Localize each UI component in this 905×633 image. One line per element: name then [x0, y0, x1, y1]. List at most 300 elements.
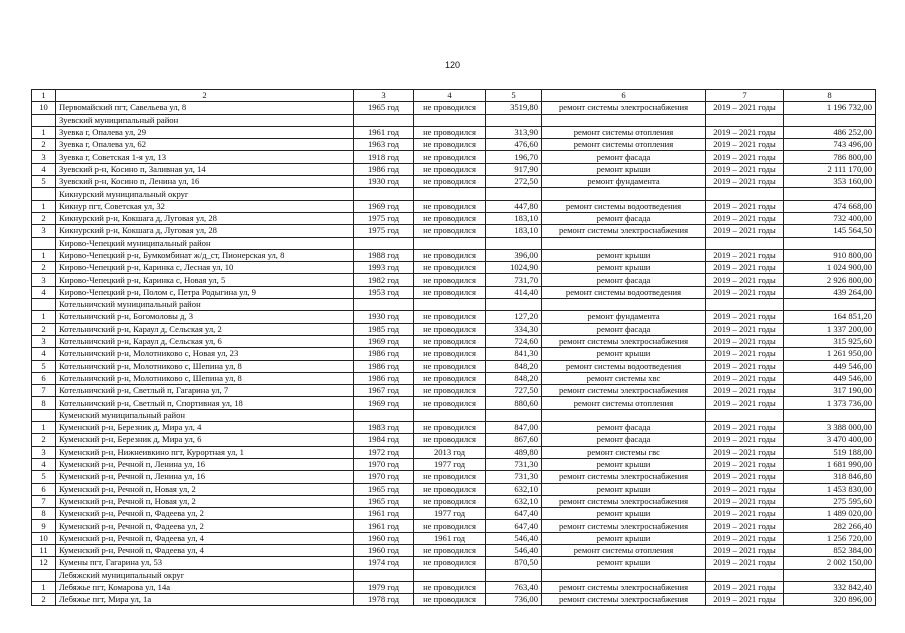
- row-number: 2: [32, 262, 56, 274]
- table-row: [32, 311, 876, 323]
- district-header-blank: [486, 409, 542, 421]
- cost-cell: 1 681 990,00: [784, 458, 876, 470]
- address-cell: Первомайский пгт, Савельева ул, 8: [56, 102, 354, 114]
- work-type-cell: ремонт системы водоотведения: [542, 360, 706, 372]
- last-overhaul-cell: не проводился: [414, 163, 486, 175]
- table-row: [32, 434, 876, 446]
- last-overhaul-cell: не проводился: [414, 176, 486, 188]
- year-built-cell: 1965 год: [354, 483, 414, 495]
- last-overhaul-cell: не проводился: [414, 274, 486, 286]
- address-cell: Куменский р-н, Речной п, Ленина ул, 16: [56, 471, 354, 483]
- year-built-cell: 1969 год: [354, 335, 414, 347]
- table-row: [32, 520, 876, 532]
- period-cell: 2019 – 2021 годы: [706, 335, 784, 347]
- table-row: [32, 458, 876, 470]
- area-cell: 647,40: [486, 520, 542, 532]
- last-overhaul-cell: не проводился: [414, 126, 486, 138]
- district-header-blank: [414, 299, 486, 311]
- column-number: 8: [784, 90, 876, 102]
- column-number: 2: [56, 90, 354, 102]
- address-cell: Куменский р-н, Березник д, Мира ул, 4: [56, 422, 354, 434]
- work-type-cell: ремонт системы электроснабжения: [542, 385, 706, 397]
- row-number: 4: [32, 286, 56, 298]
- last-overhaul-cell: не проводился: [414, 200, 486, 212]
- year-built-cell: 1930 год: [354, 176, 414, 188]
- cost-cell: 1 261 950,00: [784, 348, 876, 360]
- period-cell: 2019 – 2021 годы: [706, 458, 784, 470]
- row-number: 3: [32, 335, 56, 347]
- row-number: 1: [32, 311, 56, 323]
- year-built-cell: 1969 год: [354, 200, 414, 212]
- year-built-cell: 1988 год: [354, 249, 414, 261]
- address-cell: Котельничский р-н, Караул д, Сельская ул, 6: [56, 335, 354, 347]
- table-row: [32, 126, 876, 138]
- cost-cell: 449 546,00: [784, 360, 876, 372]
- year-built-cell: 1986 год: [354, 360, 414, 372]
- district-header-blank: [32, 188, 56, 200]
- table-row: [32, 176, 876, 188]
- table-row: [32, 581, 876, 593]
- table-row: [32, 262, 876, 274]
- work-type-cell: ремонт системы водоотведения: [542, 286, 706, 298]
- cost-cell: 3 470 400,00: [784, 434, 876, 446]
- district-header-row: [32, 188, 876, 200]
- district-header-blank: [542, 409, 706, 421]
- area-cell: 917,90: [486, 163, 542, 175]
- row-number: 3: [32, 225, 56, 237]
- district-header-blank: [354, 237, 414, 249]
- last-overhaul-cell: не проводился: [414, 483, 486, 495]
- cost-cell: 732 400,00: [784, 212, 876, 224]
- district-header-blank: [784, 569, 876, 581]
- row-number: 9: [32, 520, 56, 532]
- area-cell: 414,40: [486, 286, 542, 298]
- row-number: 7: [32, 495, 56, 507]
- row-number: 1: [32, 126, 56, 138]
- row-number: 10: [32, 102, 56, 114]
- table-row: [32, 544, 876, 556]
- work-type-cell: ремонт фундамента: [542, 311, 706, 323]
- district-header-blank: [784, 188, 876, 200]
- cost-cell: 317 190,00: [784, 385, 876, 397]
- last-overhaul-cell: не проводился: [414, 286, 486, 298]
- address-cell: Куменский р-н, Речной п, Фадеева ул, 2: [56, 520, 354, 532]
- row-number: 7: [32, 385, 56, 397]
- row-number: 8: [32, 397, 56, 409]
- address-cell: Куменский р-н, Речной п, Фадеева ул, 4: [56, 544, 354, 556]
- area-cell: 183,10: [486, 225, 542, 237]
- district-header-blank: [32, 569, 56, 581]
- work-type-cell: ремонт крыши: [542, 249, 706, 261]
- table-row: [32, 139, 876, 151]
- period-cell: 2019 – 2021 годы: [706, 446, 784, 458]
- period-cell: 2019 – 2021 годы: [706, 483, 784, 495]
- row-number: 5: [32, 471, 56, 483]
- period-cell: 2019 – 2021 годы: [706, 520, 784, 532]
- area-cell: 841,30: [486, 348, 542, 360]
- last-overhaul-cell: не проводился: [414, 422, 486, 434]
- last-overhaul-cell: 2013 год: [414, 446, 486, 458]
- area-cell: 647,40: [486, 508, 542, 520]
- column-number-row: [32, 90, 876, 102]
- district-header-blank: [542, 114, 706, 126]
- year-built-cell: 1993 год: [354, 262, 414, 274]
- area-cell: 727,50: [486, 385, 542, 397]
- period-cell: 2019 – 2021 годы: [706, 372, 784, 384]
- address-cell: Кикнур пгт, Советская ул, 32: [56, 200, 354, 212]
- table-row: [32, 323, 876, 335]
- period-cell: 2019 – 2021 годы: [706, 422, 784, 434]
- year-built-cell: 1986 год: [354, 163, 414, 175]
- last-overhaul-cell: 1977 год: [414, 508, 486, 520]
- cost-cell: 332 842,40: [784, 581, 876, 593]
- address-cell: Куменский р-н, Речной п, Ленина ул, 16: [56, 458, 354, 470]
- year-built-cell: 1969 год: [354, 397, 414, 409]
- year-built-cell: 1967 год: [354, 385, 414, 397]
- row-number: 6: [32, 372, 56, 384]
- cost-cell: 353 160,00: [784, 176, 876, 188]
- year-built-cell: 1972 год: [354, 446, 414, 458]
- cost-cell: 743 496,00: [784, 139, 876, 151]
- work-type-cell: ремонт системы электроснабжения: [542, 102, 706, 114]
- last-overhaul-cell: не проводился: [414, 581, 486, 593]
- cost-cell: 315 925,60: [784, 335, 876, 347]
- cost-cell: 275 595,60: [784, 495, 876, 507]
- table-row: [32, 483, 876, 495]
- address-cell: Куменский р-н, Нижнеивкино пгт, Курортная ул, 1: [56, 446, 354, 458]
- year-built-cell: 1963 год: [354, 139, 414, 151]
- address-cell: Кирово-Чепецкий р-н, Бумкомбинат ж/д_ст, Пионерская ул, 8: [56, 249, 354, 261]
- work-type-cell: ремонт фасада: [542, 422, 706, 434]
- work-type-cell: ремонт фасада: [542, 434, 706, 446]
- table-row: [32, 372, 876, 384]
- period-cell: 2019 – 2021 годы: [706, 348, 784, 360]
- district-header-blank: [706, 409, 784, 421]
- area-cell: 489,80: [486, 446, 542, 458]
- year-built-cell: 1975 год: [354, 212, 414, 224]
- area-cell: 736,00: [486, 594, 542, 606]
- district-header-blank: [354, 299, 414, 311]
- district-name: Куменский муниципальный район: [56, 409, 354, 421]
- period-cell: 2019 – 2021 годы: [706, 557, 784, 569]
- area-cell: 196,70: [486, 151, 542, 163]
- column-number: 4: [414, 90, 486, 102]
- address-cell: Лебяжье пгт, Комарова ул, 14а: [56, 581, 354, 593]
- row-number: 5: [32, 360, 56, 372]
- last-overhaul-cell: не проводился: [414, 495, 486, 507]
- work-type-cell: ремонт фасада: [542, 151, 706, 163]
- area-cell: 724,60: [486, 335, 542, 347]
- row-number: 1: [32, 422, 56, 434]
- last-overhaul-cell: не проводился: [414, 348, 486, 360]
- address-cell: Зуевка г, Опалева ул, 62: [56, 139, 354, 151]
- address-cell: Лебяжье пгт, Мира ул, 1а: [56, 594, 354, 606]
- last-overhaul-cell: не проводился: [414, 360, 486, 372]
- last-overhaul-cell: не проводился: [414, 594, 486, 606]
- district-header-blank: [486, 188, 542, 200]
- work-type-cell: ремонт фасада: [542, 323, 706, 335]
- table-row: [32, 249, 876, 261]
- district-header-blank: [784, 409, 876, 421]
- district-header-blank: [354, 114, 414, 126]
- row-number: 6: [32, 483, 56, 495]
- row-number: 5: [32, 176, 56, 188]
- table-row: [32, 163, 876, 175]
- last-overhaul-cell: не проводился: [414, 311, 486, 323]
- period-cell: 2019 – 2021 годы: [706, 323, 784, 335]
- year-built-cell: 1978 год: [354, 594, 414, 606]
- period-cell: 2019 – 2021 годы: [706, 286, 784, 298]
- last-overhaul-cell: не проводился: [414, 372, 486, 384]
- area-cell: 848,20: [486, 372, 542, 384]
- address-cell: Куменский р-н, Речной п, Фадеева ул, 2: [56, 508, 354, 520]
- row-number: 1: [32, 200, 56, 212]
- period-cell: 2019 – 2021 годы: [706, 212, 784, 224]
- table-row: [32, 557, 876, 569]
- period-cell: 2019 – 2021 годы: [706, 594, 784, 606]
- period-cell: 2019 – 2021 годы: [706, 495, 784, 507]
- cost-cell: 318 846,80: [784, 471, 876, 483]
- address-cell: Зуевка г, Советская 1-я ул, 13: [56, 151, 354, 163]
- district-name: Кикнурский муниципальный округ: [56, 188, 354, 200]
- cost-cell: 474 668,00: [784, 200, 876, 212]
- table-row: [32, 286, 876, 298]
- period-cell: 2019 – 2021 годы: [706, 126, 784, 138]
- last-overhaul-cell: не проводился: [414, 249, 486, 261]
- table-row: [32, 446, 876, 458]
- work-type-cell: ремонт крыши: [542, 483, 706, 495]
- last-overhaul-cell: 1961 год: [414, 532, 486, 544]
- cost-cell: 2 111 170,00: [784, 163, 876, 175]
- table-row: [32, 471, 876, 483]
- district-header-row: [32, 237, 876, 249]
- year-built-cell: 1982 год: [354, 274, 414, 286]
- area-cell: 847,00: [486, 422, 542, 434]
- last-overhaul-cell: не проводился: [414, 323, 486, 335]
- row-number: 2: [32, 323, 56, 335]
- address-cell: Котельничский р-н, Молотниково с, Шепина ул, 8: [56, 360, 354, 372]
- year-built-cell: 1985 год: [354, 323, 414, 335]
- address-cell: Куменский р-н, Речной п, Новая ул, 2: [56, 483, 354, 495]
- table-row: [32, 385, 876, 397]
- table-row: [32, 348, 876, 360]
- row-number: 8: [32, 508, 56, 520]
- last-overhaul-cell: не проводился: [414, 557, 486, 569]
- district-header-blank: [354, 188, 414, 200]
- period-cell: 2019 – 2021 годы: [706, 274, 784, 286]
- cost-cell: 910 800,00: [784, 249, 876, 261]
- area-cell: 3519,80: [486, 102, 542, 114]
- year-built-cell: 1961 год: [354, 508, 414, 520]
- year-built-cell: 1975 год: [354, 225, 414, 237]
- district-name: Кирово-Чепецкий муниципальный район: [56, 237, 354, 249]
- cost-cell: 2 926 800,00: [784, 274, 876, 286]
- period-cell: 2019 – 2021 годы: [706, 434, 784, 446]
- district-header-row: [32, 569, 876, 581]
- cost-cell: 1 489 020,00: [784, 508, 876, 520]
- area-cell: 880,60: [486, 397, 542, 409]
- area-cell: 313,90: [486, 126, 542, 138]
- area-cell: 632,10: [486, 483, 542, 495]
- address-cell: Котельничский р-н, Караул д, Сельская ул, 2: [56, 323, 354, 335]
- period-cell: 2019 – 2021 годы: [706, 200, 784, 212]
- cost-cell: 519 188,00: [784, 446, 876, 458]
- address-cell: Кикнурский р-н, Кокшага д, Луговая ул, 28: [56, 212, 354, 224]
- period-cell: 2019 – 2021 годы: [706, 139, 784, 151]
- row-number: 11: [32, 544, 56, 556]
- district-header-blank: [706, 569, 784, 581]
- address-cell: Котельничский р-н, Богомоловы д, 3: [56, 311, 354, 323]
- repair-program-table: [31, 89, 876, 606]
- district-header-blank: [706, 188, 784, 200]
- area-cell: 127,20: [486, 311, 542, 323]
- row-number: 4: [32, 163, 56, 175]
- area-cell: 334,30: [486, 323, 542, 335]
- area-cell: 848,20: [486, 360, 542, 372]
- table-row: [32, 151, 876, 163]
- work-type-cell: ремонт фасада: [542, 212, 706, 224]
- address-cell: Зуевский р-н, Косино п, Заливная ул, 14: [56, 163, 354, 175]
- table-body: [32, 90, 876, 606]
- work-type-cell: ремонт системы отопления: [542, 544, 706, 556]
- work-type-cell: ремонт системы электроснабжения: [542, 594, 706, 606]
- cost-cell: 1 256 720,00: [784, 532, 876, 544]
- district-header-row: [32, 409, 876, 421]
- area-cell: 476,60: [486, 139, 542, 151]
- area-cell: 396,00: [486, 249, 542, 261]
- year-built-cell: 1974 год: [354, 557, 414, 569]
- period-cell: 2019 – 2021 годы: [706, 102, 784, 114]
- district-header-blank: [706, 114, 784, 126]
- area-cell: 447,80: [486, 200, 542, 212]
- row-number: 2: [32, 434, 56, 446]
- last-overhaul-cell: не проводился: [414, 151, 486, 163]
- last-overhaul-cell: не проводился: [414, 212, 486, 224]
- work-type-cell: ремонт системы хвс: [542, 372, 706, 384]
- district-header-blank: [32, 409, 56, 421]
- period-cell: 2019 – 2021 годы: [706, 397, 784, 409]
- cost-cell: 2 002 150,00: [784, 557, 876, 569]
- address-cell: Куменский р-н, Речной п, Новая ул, 2: [56, 495, 354, 507]
- work-type-cell: ремонт системы отопления: [542, 397, 706, 409]
- work-type-cell: ремонт системы электроснабжения: [542, 225, 706, 237]
- row-number: 2: [32, 594, 56, 606]
- address-cell: Кикнурский р-н, Кокшага д, Луговая ул, 28: [56, 225, 354, 237]
- work-type-cell: ремонт крыши: [542, 163, 706, 175]
- address-cell: Котельничский р-н, Светлый п, Спортивная ул, 18: [56, 397, 354, 409]
- district-header-blank: [354, 409, 414, 421]
- cost-cell: 1 373 736,00: [784, 397, 876, 409]
- period-cell: 2019 – 2021 годы: [706, 581, 784, 593]
- last-overhaul-cell: 1977 год: [414, 458, 486, 470]
- row-number: 10: [32, 532, 56, 544]
- column-number: 5: [486, 90, 542, 102]
- period-cell: 2019 – 2021 годы: [706, 544, 784, 556]
- year-built-cell: 1930 год: [354, 311, 414, 323]
- last-overhaul-cell: не проводился: [414, 102, 486, 114]
- row-number: 4: [32, 348, 56, 360]
- period-cell: 2019 – 2021 годы: [706, 508, 784, 520]
- cost-cell: 164 851,20: [784, 311, 876, 323]
- cost-cell: 282 266,40: [784, 520, 876, 532]
- year-built-cell: 1960 год: [354, 544, 414, 556]
- district-name: Лебяжский муниципальный округ: [56, 569, 354, 581]
- address-cell: Куменский р-н, Березник д, Мира ул, 6: [56, 434, 354, 446]
- cost-cell: 1 024 900,00: [784, 262, 876, 274]
- district-header-row: [32, 299, 876, 311]
- year-built-cell: 1986 год: [354, 372, 414, 384]
- work-type-cell: ремонт фундамента: [542, 176, 706, 188]
- address-cell: Котельничский р-н, Светлый п, Гагарина ул, 7: [56, 385, 354, 397]
- district-header-row: [32, 114, 876, 126]
- table-row: [32, 335, 876, 347]
- last-overhaul-cell: не проводился: [414, 397, 486, 409]
- last-overhaul-cell: не проводился: [414, 471, 486, 483]
- district-header-blank: [706, 299, 784, 311]
- district-header-blank: [486, 114, 542, 126]
- address-cell: Кумены пгт, Гагарина ул, 53: [56, 557, 354, 569]
- cost-cell: 786 800,00: [784, 151, 876, 163]
- year-built-cell: 1986 год: [354, 348, 414, 360]
- cost-cell: 1 337 200,00: [784, 323, 876, 335]
- table-row: [32, 200, 876, 212]
- period-cell: 2019 – 2021 годы: [706, 225, 784, 237]
- district-header-blank: [32, 114, 56, 126]
- year-built-cell: 1965 год: [354, 495, 414, 507]
- year-built-cell: 1970 год: [354, 471, 414, 483]
- cost-cell: 852 384,00: [784, 544, 876, 556]
- work-type-cell: ремонт системы отопления: [542, 126, 706, 138]
- year-built-cell: 1983 год: [354, 422, 414, 434]
- district-header-blank: [486, 299, 542, 311]
- period-cell: 2019 – 2021 годы: [706, 385, 784, 397]
- work-type-cell: ремонт системы отопления: [542, 139, 706, 151]
- district-header-blank: [414, 237, 486, 249]
- work-type-cell: ремонт крыши: [542, 557, 706, 569]
- year-built-cell: 1965 год: [354, 102, 414, 114]
- column-number: 6: [542, 90, 706, 102]
- district-header-blank: [542, 299, 706, 311]
- table-row: [32, 212, 876, 224]
- district-name: Зуевский муниципальный район: [56, 114, 354, 126]
- district-header-blank: [486, 237, 542, 249]
- period-cell: 2019 – 2021 годы: [706, 176, 784, 188]
- district-header-blank: [354, 569, 414, 581]
- period-cell: 2019 – 2021 годы: [706, 262, 784, 274]
- cost-cell: 320 896,00: [784, 594, 876, 606]
- last-overhaul-cell: не проводился: [414, 520, 486, 532]
- period-cell: 2019 – 2021 годы: [706, 249, 784, 261]
- area-cell: 1024,90: [486, 262, 542, 274]
- address-cell: Котельничский р-н, Молотниково с, Шепина ул, 8: [56, 372, 354, 384]
- period-cell: 2019 – 2021 годы: [706, 360, 784, 372]
- work-type-cell: ремонт системы электроснабжения: [542, 335, 706, 347]
- last-overhaul-cell: не проводился: [414, 139, 486, 151]
- district-header-blank: [542, 188, 706, 200]
- area-cell: 272,50: [486, 176, 542, 188]
- row-number: 1: [32, 581, 56, 593]
- address-cell: Котельничский р-н, Молотниково с, Новая ул, 23: [56, 348, 354, 360]
- row-number: 2: [32, 212, 56, 224]
- last-overhaul-cell: не проводился: [414, 335, 486, 347]
- last-overhaul-cell: не проводился: [414, 225, 486, 237]
- area-cell: 731,30: [486, 471, 542, 483]
- cost-cell: 1 196 732,00: [784, 102, 876, 114]
- table-row: [32, 508, 876, 520]
- last-overhaul-cell: не проводился: [414, 544, 486, 556]
- last-overhaul-cell: не проводился: [414, 385, 486, 397]
- column-number: 3: [354, 90, 414, 102]
